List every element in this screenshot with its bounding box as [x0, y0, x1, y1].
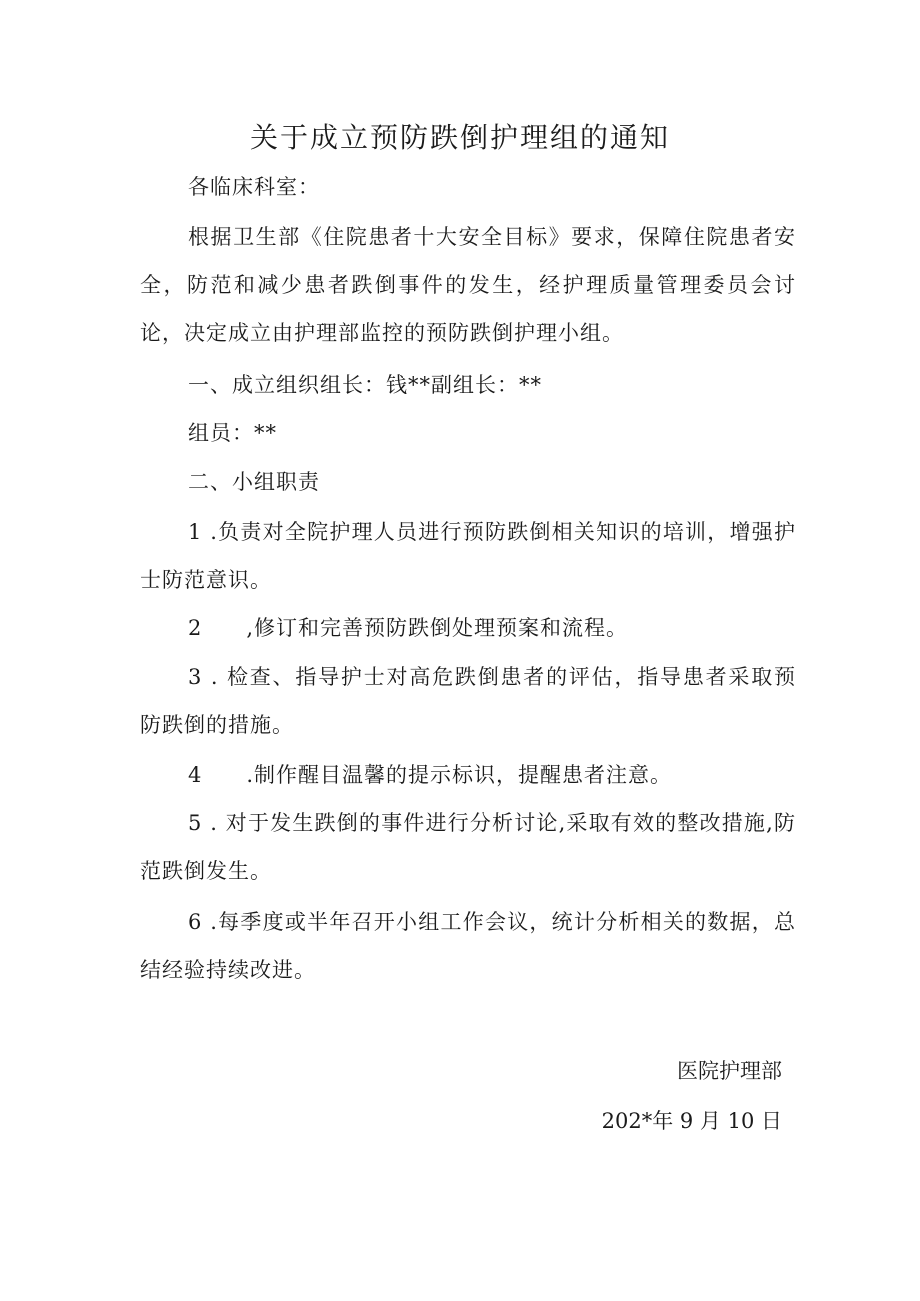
- duty-item-2: 2 ,修订和完善预防跌倒处理预案和流程。: [188, 616, 629, 640]
- intro-paragraph: 根据卫生部《住院患者十大安全目标》要求，保障住院患者安全，防范和减少患者跌倒事件的发生，经护理质量管理委员会讨论，决定成立由护理部监控的预防跌倒护理小组。: [140, 225, 796, 345]
- signature: 医院护理部: [677, 1059, 782, 1083]
- duty-item-3: 3 . 检查、指导护士对高危跌倒患者的评估，指导患者采取预防跌倒的措施。: [140, 665, 796, 737]
- section-duties-heading: 二、小组职责: [188, 470, 320, 494]
- section-organization: 一、成立组织组长：钱**副组长：**: [188, 373, 542, 397]
- document-title: 关于成立预防跌倒护理组的通知: [249, 121, 670, 154]
- salutation: 各临床科室：: [188, 175, 320, 199]
- duty-item-6: 6 .每季度或半年召开小组工作会议，统计分析相关的数据，总结经验持续改进。: [140, 910, 796, 982]
- duty-item-4: 4 .制作醒目温馨的提示标识，提醒患者注意。: [188, 763, 673, 787]
- document-date: 202*年 9 月 10 日: [601, 1109, 782, 1133]
- members-line: 组员：**: [188, 421, 277, 445]
- duty-item-5: 5 . 对于发生跌倒的事件进行分析讨论,采取有效的整改措施,防范跌倒发生。: [140, 811, 796, 883]
- duty-item-1: 1 .负责对全院护理人员进行预防跌倒相关知识的培训，增强护士防范意识。: [140, 520, 796, 592]
